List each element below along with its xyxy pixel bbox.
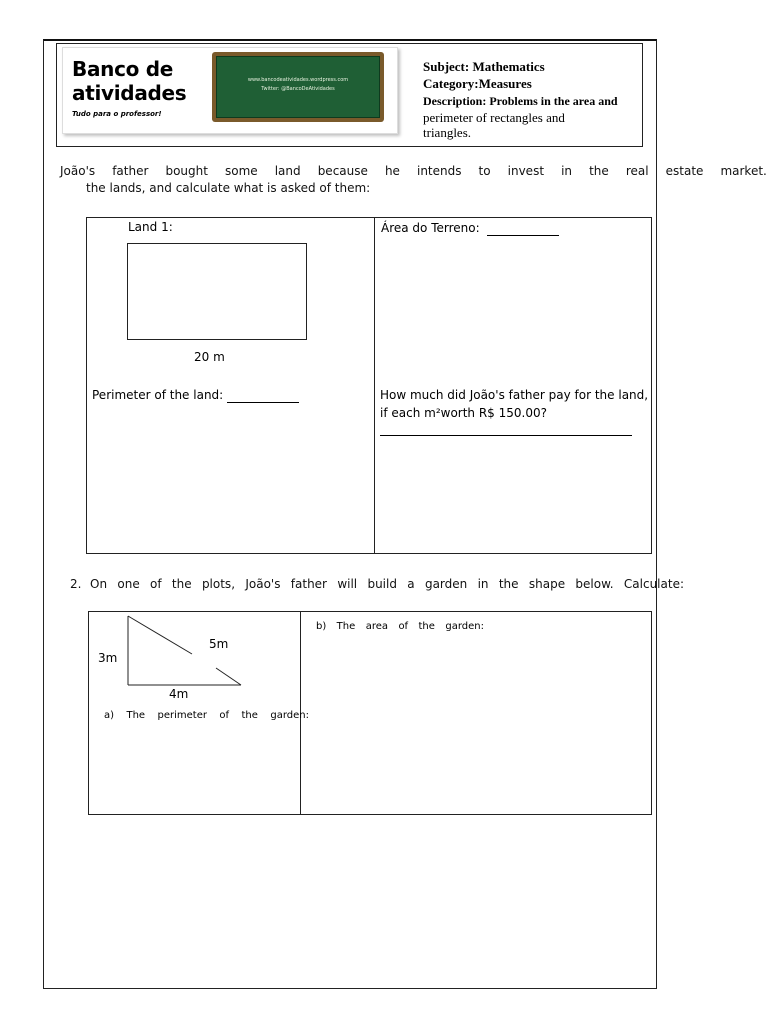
- board-url-text: www.bancodeatividades.wordpress.com: [247, 77, 349, 83]
- price-answer-line[interactable]: [380, 435, 632, 436]
- intro-word: estate: [665, 164, 704, 178]
- intro-word: market.: [720, 164, 767, 178]
- intro-word: the: [589, 164, 609, 178]
- part-b-word: of: [398, 621, 409, 632]
- part-a-word: a): [104, 710, 115, 721]
- intro-word: land: [274, 164, 301, 178]
- question2-word: the: [171, 577, 192, 591]
- part-a-word: perimeter: [157, 710, 207, 721]
- part-b-word: garden:: [445, 621, 484, 632]
- intro-word: invest: [507, 164, 545, 178]
- intro-word: father: [112, 164, 149, 178]
- area-answer-blank[interactable]: [487, 235, 559, 236]
- intro-word: because: [317, 164, 368, 178]
- intro-paragraph: [60, 163, 768, 197]
- price-question-line-1: How much did João's father pay for the land,: [380, 388, 649, 402]
- part-a-word: the: [241, 710, 258, 721]
- question2-word: João's: [245, 577, 281, 591]
- triangle-hypotenuse-lower: [216, 668, 241, 685]
- question2-word: plots,: [201, 577, 236, 591]
- question2-word: one: [117, 577, 140, 591]
- land-label: Land 1:: [128, 220, 173, 234]
- intro-word: João's: [60, 164, 96, 178]
- garden-triangle: [120, 612, 250, 692]
- part-a-word: garden:: [270, 710, 309, 721]
- perimeter-answer-blank[interactable]: [227, 402, 299, 403]
- subject-label: Subject: Mathematics: [423, 59, 545, 74]
- worksheet-meta: [423, 58, 618, 140]
- part-a-question: [104, 710, 309, 722]
- brand-title: Banco de atividades: [72, 57, 187, 105]
- intro-word: to: [478, 164, 491, 178]
- part-b-word: the: [418, 621, 435, 632]
- intro-word: bought: [165, 164, 208, 178]
- question2-word: Calculate:: [623, 577, 684, 591]
- description-text-1: perimeter of rectangles and: [423, 110, 565, 125]
- board-twitter-text: Twitter: @BancoDeAtividades: [261, 86, 335, 92]
- question2-word: father: [290, 577, 327, 591]
- intro-word: intends: [416, 164, 462, 178]
- part-a-word: of: [219, 710, 230, 721]
- question2-word: the: [498, 577, 519, 591]
- triangle-label-3m: 3m: [98, 651, 118, 665]
- question2-word: build: [367, 577, 397, 591]
- dimension-label: 20 m: [194, 350, 225, 364]
- part-b-word: area: [365, 621, 389, 632]
- part-b-question: [316, 621, 484, 633]
- question2-number: 2.: [70, 577, 82, 591]
- intro-word: some: [225, 164, 258, 178]
- intro-word: in: [561, 164, 573, 178]
- intro-line-1: [60, 163, 767, 180]
- brand-tagline: Tudo para o professor!: [72, 110, 162, 118]
- triangle-hypotenuse-upper: [128, 616, 192, 654]
- question2-word: garden: [424, 577, 468, 591]
- question2-word: On: [90, 577, 108, 591]
- area-label: Área do Terreno:: [381, 221, 480, 235]
- perimeter-question: [92, 388, 299, 403]
- part-b-word: The: [336, 621, 356, 632]
- intro-line-2: the lands, and calculate what is asked of them:: [86, 181, 371, 195]
- description-text-2: triangles.: [423, 125, 472, 140]
- area-question: [381, 221, 559, 236]
- question2-word: below.: [575, 577, 614, 591]
- question2-word: will: [337, 577, 358, 591]
- chalkboard-image: [212, 52, 384, 122]
- question2-text: [90, 576, 684, 592]
- price-question-line-2: if each m²worth R$ 150.00?: [380, 406, 547, 420]
- land-rectangle: [127, 243, 307, 340]
- question2-word: a: [407, 577, 415, 591]
- intro-word: he: [384, 164, 400, 178]
- description-label: Description: Problems in the area and: [423, 94, 618, 108]
- perimeter-label: Perimeter of the land:: [92, 388, 224, 402]
- question1-divider: [374, 217, 375, 554]
- part-b-word: b): [316, 621, 327, 632]
- question2-word: of: [150, 577, 162, 591]
- question2-word: in: [477, 577, 489, 591]
- triangle-label-4m: 4m: [169, 687, 189, 701]
- category-label: Category:Measures: [423, 76, 532, 91]
- intro-word: real: [625, 164, 649, 178]
- triangle-label-5m: 5m: [209, 637, 229, 651]
- question2-word: shape: [528, 577, 566, 591]
- part-a-word: The: [126, 710, 146, 721]
